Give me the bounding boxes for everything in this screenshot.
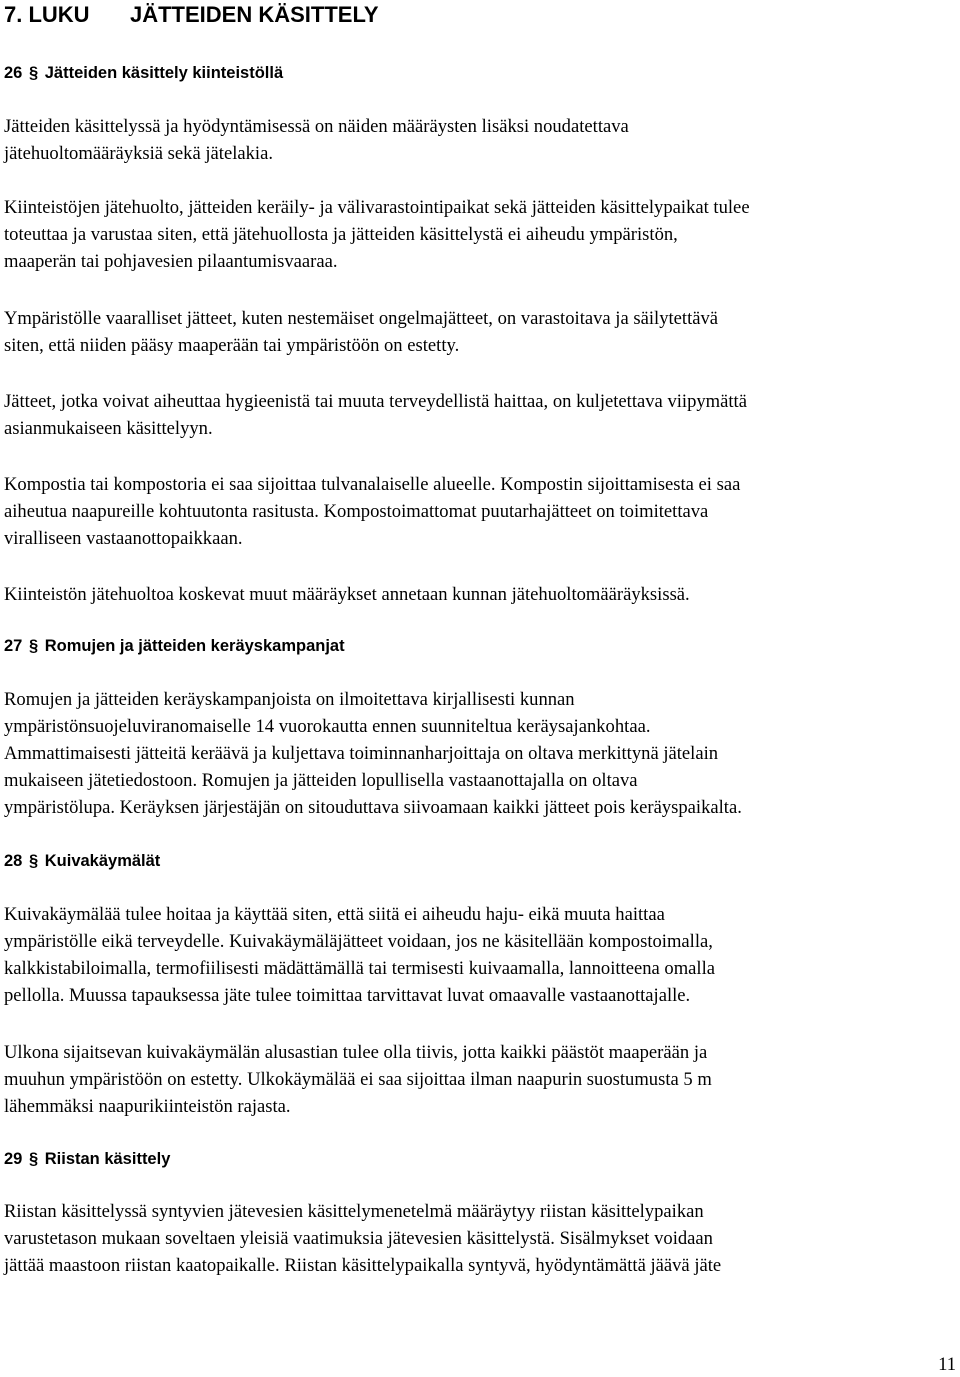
text-line: Romujen ja jätteiden keräyskampanjoista on ilmoitettava kirjallisesti kunnan [4,689,575,710]
text-line: Jätteet, jotka voivat aiheuttaa hygieenistä tai muuta terveydellistä haittaa, on kuljetettava viipymättä [4,391,747,412]
section-number: 29 [4,1150,23,1168]
section-symbol: § [28,1150,39,1168]
section-heading-27 [4,636,345,656]
text-line: maaperän tai pohjavesien pilaantumisvaaraa. [4,251,338,272]
section-heading-28 [4,851,160,871]
text-line: lähemmäksi naapurikiinteistön rajasta. [4,1096,291,1117]
text-line: Kiinteistön jätehuoltoa koskevat muut määräykset annetaan kunnan jätehuoltomääräyksissä. [4,584,690,605]
text-line: Jätteiden käsittelyssä ja hyödyntämisessä on näiden määräysten lisäksi noudatettava [4,116,629,137]
paragraph [4,901,715,1009]
section-symbol: § [28,637,39,655]
text-line: Kiinteistöjen jätehuolto, jätteiden keräily- ja välivarastointipaikat sekä jätteiden käsittelypaikat tulee [4,197,750,218]
section-number: 28 [4,852,23,870]
section-symbol: § [28,852,39,870]
text-line: jättää maastoon riistan kaatopaikalle. Riistan käsittelypaikalla syntyvä, hyödyntämättä jäävä jäte [4,1255,722,1276]
chapter-number: 7. LUKU [4,2,90,27]
text-line: varustetason mukaan soveltaen yleisiä vaatimuksia jätevesien käsittelystä. Sisälmykset voidaan [4,1228,713,1249]
paragraph [4,686,742,821]
chapter-title [4,2,379,28]
text-line: ympäristönsuojeluviranomaiselle 14 vuorokautta ennen suunniteltua keräysajankohtaa. [4,716,651,737]
text-line: Kompostia tai kompostoria ei saa sijoittaa tulvanalaiselle alueelle. Kompostin sijoittamisesta ei saa [4,474,741,495]
text-line: mukaiseen jätetiedostoon. Romujen ja jätteiden lopullisella vastaanottajalla on oltava [4,770,638,791]
text-line: Kuivakäymälää tulee hoitaa ja käyttää siten, että siitä ei aiheudu haju- eikä muuta haittaa [4,904,665,925]
text-line: kalkkistabiloimalla, termofiilisesti mädättämällä tai termisesti kuivaamalla, lannoitteena omalla [4,958,715,979]
text-line: Ympäristölle vaaralliset jätteet, kuten nestemäiset ongelmajätteet, on varastoitava ja säilytettävä [4,308,719,329]
section-title: Riistan käsittely [44,1150,171,1168]
paragraph [4,113,629,167]
text-line: siten, että niiden pääsy maaperään tai ympäristöön on estetty. [4,335,460,356]
section-heading-26 [4,63,283,83]
text-line: toteuttaa ja varustaa siten, että jätehuollosta ja jätteiden käsittelystä ei aiheudu ympäristön, [4,224,678,245]
text-line: pellolla. Muussa tapauksessa jäte tulee toimittaa tarvittavat luvat omaavalle vastaanottajalle. [4,985,691,1006]
text-line: muuhun ympäristöön on estetty. Ulkokäymälää ei saa sijoittaa ilman naapurin suostumusta 5 m [4,1069,712,1090]
text-line: Riistan käsittelyssä syntyvien jätevesien käsittelymenetelmä määräytyy riistan käsittelypaikan [4,1201,704,1222]
section-symbol: § [28,64,39,82]
section-number: 27 [4,637,23,655]
text-line: viralliseen vastaanottopaikkaan. [4,528,243,549]
paragraph [4,1039,712,1120]
text-line: asianmukaiseen käsittelyyn. [4,418,213,439]
section-number: 26 [4,64,23,82]
paragraph [4,581,690,608]
text-line: aiheutua naapureille kohtuutonta rasitusta. Kompostoimattomat puutarhajätteet on toimitettava [4,501,709,522]
section-title: Kuivakäymälät [44,852,161,870]
paragraph [4,471,740,552]
document-page [4,0,956,1377]
chapter-name: JÄTTEIDEN KÄSITTELY [130,2,379,27]
text-line: Ammattimaisesti jätteitä keräävä ja kuljettava toiminnanharjoittaja on oltava merkittynä jätelain [4,743,719,764]
text-line: ympäristölupa. Keräyksen järjestäjän on sitouduttava siivoamaan kaikki jätteet pois keräyspaikalta. [4,797,742,818]
section-heading-29 [4,1149,170,1169]
paragraph [4,388,747,442]
paragraph [4,1198,721,1279]
paragraph [4,305,718,359]
text-line: Ulkona sijaitsevan kuivakäymälän alusastian tulee olla tiivis, jotta kaikki päästöt maaperään ja [4,1042,708,1063]
paragraph [4,194,750,275]
section-title: Jätteiden käsittely kiinteistöllä [44,64,284,82]
text-line: ympäristölle eikä terveydelle. Kuivakäymäläjätteet voidaan, jos ne käsitellään kompostoimalla, [4,931,713,952]
section-title: Romujen ja jätteiden keräyskampanjat [44,637,345,655]
text-line: jätehuoltomääräyksiä sekä jätelakia. [4,143,273,164]
page-number: 11 [938,1354,956,1375]
